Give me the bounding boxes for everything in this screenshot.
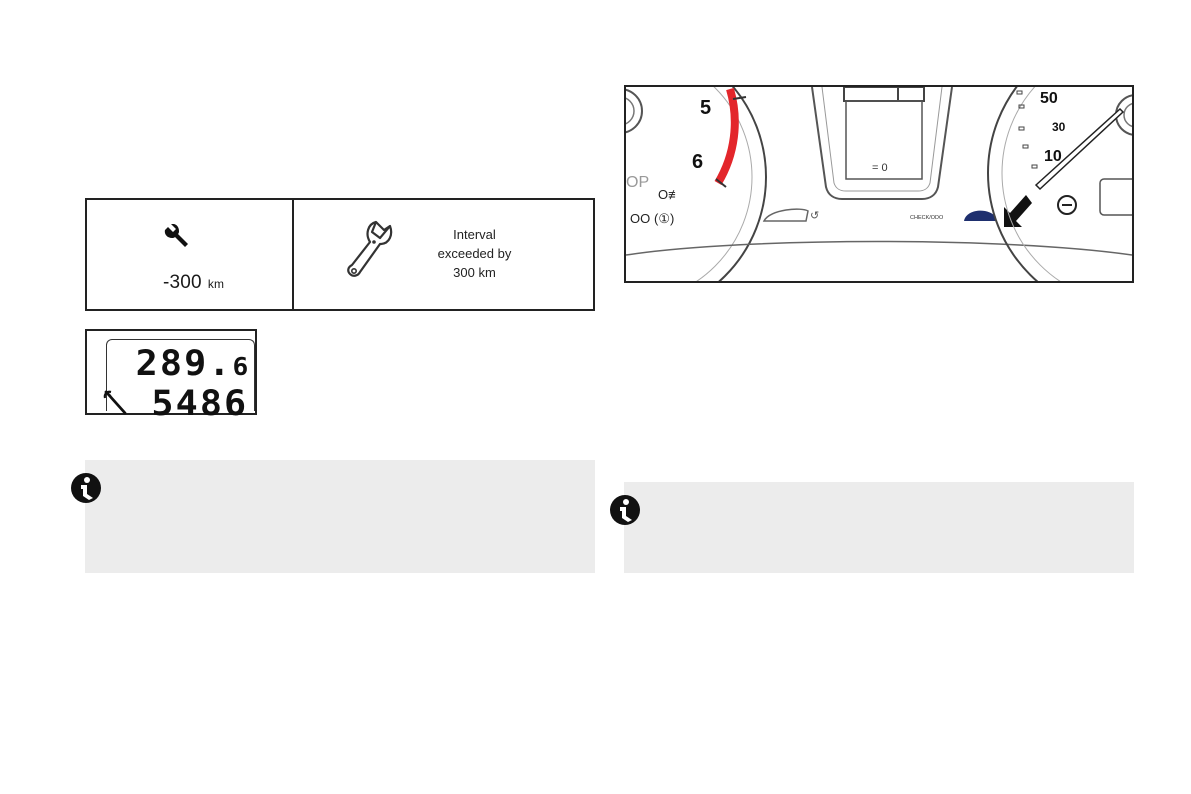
trip-reset-icon: ↺: [810, 210, 820, 222]
fog-light-icon: O≢: [658, 187, 682, 202]
sidelight-icon: OO: [630, 211, 651, 226]
trip-int: 289.: [135, 344, 233, 384]
tach-label-6: 6: [692, 151, 704, 173]
interval-line-3: 300 km: [453, 265, 496, 280]
info-icon: [70, 472, 102, 504]
wrench-icon: [103, 390, 129, 416]
interval-line-2: exceeded by: [437, 246, 512, 261]
service-remaining-cell: [87, 200, 294, 309]
reset-button: [764, 209, 808, 221]
note-box-right: [624, 482, 1134, 573]
tach-label-5: 5: [700, 97, 712, 119]
remaining-unit: km: [207, 277, 225, 291]
interval-line-1: Interval: [453, 227, 496, 242]
remaining-value: -300: [163, 272, 202, 293]
info-icon: [609, 494, 641, 526]
speed-label-30: 30: [1052, 120, 1066, 134]
wrench-icon: [164, 224, 190, 250]
fascia-curve: [626, 242, 1132, 256]
check-odo-label: CHECK/ODO: [910, 215, 944, 221]
speed-label-10: 10: [1044, 148, 1062, 165]
lcd-screen: [106, 339, 255, 424]
lcd-display: [85, 329, 257, 424]
cluster-illustration: [626, 87, 1132, 281]
center-display: [812, 87, 952, 199]
tach-redline: [718, 89, 735, 183]
interval-exceeded-cell: [294, 200, 593, 309]
fuel-readout: = 0: [872, 162, 888, 174]
note-box-left: [85, 460, 595, 573]
instrument-cluster: [624, 85, 1134, 283]
partial-label: OP: [626, 174, 650, 191]
trip-decimal: 6: [232, 352, 248, 381]
speed-label-50: 50: [1040, 90, 1058, 107]
service-interval-table: [85, 198, 595, 311]
service-reading: 5486: [151, 384, 248, 424]
remaining-distance: [163, 272, 224, 294]
brake-warning-icon: (①): [654, 211, 675, 226]
trip-reading: [135, 344, 248, 384]
interval-exceeded-text: [422, 225, 527, 282]
service-wrench-icon: [346, 220, 394, 282]
check-odo-button[interactable]: [964, 211, 996, 221]
side-display: [1100, 179, 1132, 215]
